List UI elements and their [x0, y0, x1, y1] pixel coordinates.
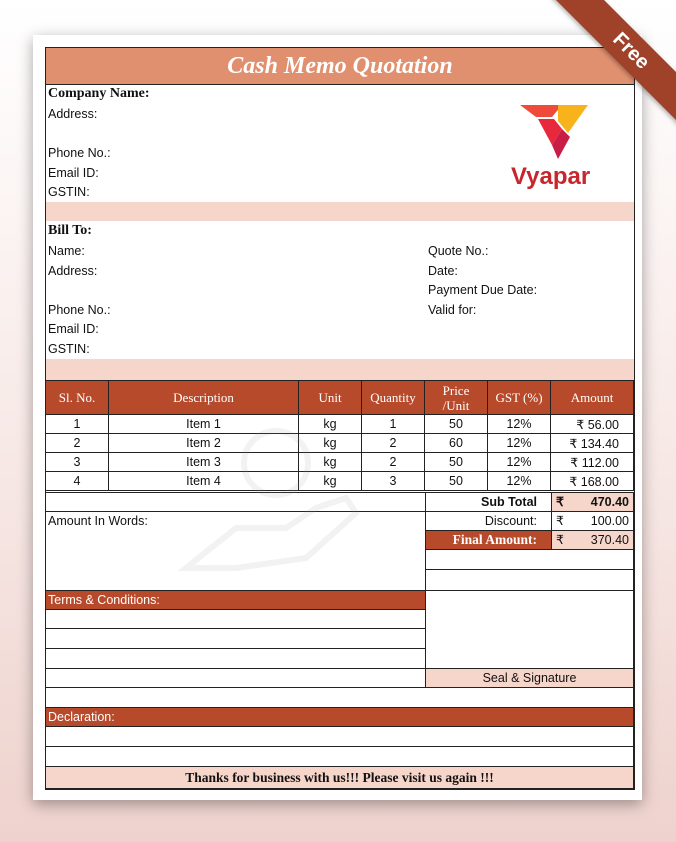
discount-value-cell: [551, 511, 634, 531]
header-sl-no: Sl. No.: [46, 381, 109, 415]
subtotal-currency: ₹: [556, 495, 564, 509]
cell-sl: 3: [46, 453, 109, 472]
cell-unit: kg: [299, 434, 362, 453]
cell-quantity: 2: [362, 453, 425, 472]
cell-gst: 12%: [488, 434, 551, 453]
document-title: Cash Memo Quotation: [46, 48, 634, 85]
cell-amount: ₹ 56.00: [551, 415, 634, 434]
payment-due-label: Payment Due Date:: [428, 283, 538, 297]
cell-amount: ₹ 134.40: [551, 434, 634, 453]
subtotal-value: 470.40: [590, 495, 629, 509]
cell-gst: 12%: [488, 415, 551, 434]
final-amount-label: Final Amount:: [425, 530, 552, 550]
terms-line[interactable]: [45, 628, 426, 649]
cell-price: 50: [425, 472, 488, 491]
amount-in-words-label: Amount In Words:: [48, 514, 148, 528]
valid-for-label: Valid for:: [428, 303, 477, 317]
company-address-label: Address:: [48, 107, 98, 121]
free-ribbon: [536, 0, 676, 140]
blank-row: [45, 687, 634, 708]
cell-unit: kg: [299, 472, 362, 491]
bill-to-address-label: Address:: [48, 264, 98, 278]
separator-band-2: [46, 359, 634, 380]
hand-rupee-watermark-icon: [176, 418, 376, 598]
quote-date-label: Date:: [428, 264, 458, 278]
seal-signature-label: Seal & Signature: [425, 668, 634, 688]
subtotal-value-cell: [551, 492, 634, 512]
declaration-line[interactable]: [45, 726, 634, 747]
cell-sl: 4: [46, 472, 109, 491]
bill-to-name-label: Name:: [48, 244, 85, 258]
cell-amount: ₹ 112.00: [551, 453, 634, 472]
terms-line[interactable]: [45, 609, 426, 629]
declaration-line[interactable]: [45, 746, 634, 767]
final-amount-value-cell: [551, 530, 634, 550]
cell-description: Item 3: [109, 453, 299, 472]
cell-quantity: 3: [362, 472, 425, 491]
cell-gst: 12%: [488, 472, 551, 491]
cell-price: 50: [425, 415, 488, 434]
bill-to-section: [46, 221, 634, 359]
brand-name: Vyapar: [511, 163, 591, 190]
discount-value: 100.00: [590, 514, 629, 528]
blank-cell: [425, 569, 634, 591]
cell-sl: 1: [46, 415, 109, 434]
terms-heading: Terms & Conditions:: [45, 590, 426, 610]
cell-price: 60: [425, 434, 488, 453]
separator-band: [46, 202, 634, 221]
header-quantity: Quantity: [362, 381, 425, 415]
company-email-label: Email ID:: [48, 166, 99, 180]
company-gstin-label: GSTIN:: [48, 185, 90, 199]
discount-label: Discount:: [425, 511, 552, 531]
footer-message: Thanks for business with us!!! Please visit us again !!!: [45, 766, 634, 789]
cell-description: Item 1: [109, 415, 299, 434]
cell-sl: 2: [46, 434, 109, 453]
company-phone-label: Phone No.:: [48, 146, 111, 160]
cell-price: 50: [425, 453, 488, 472]
declaration-heading: Declaration:: [45, 707, 634, 727]
cell-unit: kg: [299, 415, 362, 434]
bill-to-phone-label: Phone No.:: [48, 303, 111, 317]
cell-quantity: 1: [362, 415, 425, 434]
blank-cell: [425, 549, 634, 570]
cell-description: Item 2: [109, 434, 299, 453]
quotation-sheet: [45, 47, 635, 790]
header-unit: Unit: [299, 381, 362, 415]
final-currency: ₹: [556, 533, 564, 547]
header-gst: GST (%): [488, 381, 551, 415]
cell-description: Item 4: [109, 472, 299, 491]
header-description: Description: [109, 381, 299, 415]
bill-to-heading: Bill To:: [48, 223, 92, 238]
quote-no-label: Quote No.:: [428, 244, 489, 258]
cell-quantity: 2: [362, 434, 425, 453]
terms-line[interactable]: [45, 668, 426, 688]
cell-gst: 12%: [488, 453, 551, 472]
document-page: [33, 35, 642, 800]
final-amount-value: 370.40: [590, 533, 629, 547]
seal-area[interactable]: [425, 590, 634, 669]
discount-currency: ₹: [556, 514, 564, 528]
subtotal-label: Sub Total: [425, 492, 552, 512]
header-amount: Amount: [551, 381, 634, 415]
terms-line[interactable]: [45, 648, 426, 669]
cell-amount: ₹ 168.00: [551, 472, 634, 491]
bill-to-gstin-label: GSTIN:: [48, 342, 90, 356]
company-name-label: Company Name:: [48, 86, 150, 101]
bill-to-email-label: Email ID:: [48, 322, 99, 336]
cell-unit: kg: [299, 453, 362, 472]
free-ribbon-label: Free: [552, 0, 676, 130]
header-price-unit: Price /Unit: [425, 381, 488, 415]
